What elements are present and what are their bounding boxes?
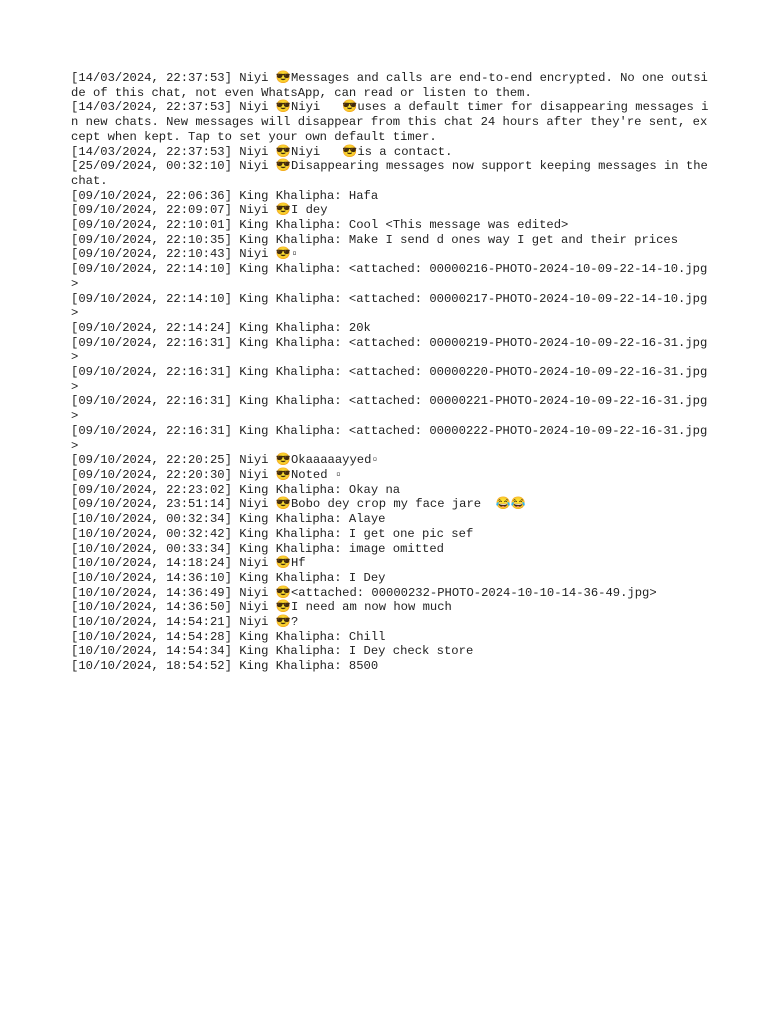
- chat-message-line: [09/10/2024, 22:20:25] Niyi 😎Okaaaaayyed▫: [71, 453, 379, 468]
- chat-message-line: [10/10/2024, 00:32:42] King Khalipha: I get one pic sef: [71, 526, 474, 541]
- chat-message-line: [10/10/2024, 14:36:49] Niyi 😎<attached: 00000232-PHOTO-2024-10-10-14-36-49.jpg>: [71, 585, 657, 600]
- chat-message-line: [09/10/2024, 22:06:36] King Khalipha: Hafa: [71, 188, 379, 203]
- chat-message-line: [10/10/2024, 14:54:28] King Khalipha: Chill: [71, 629, 386, 644]
- chat-message-line: [10/10/2024, 14:18:24] Niyi 😎Hf: [71, 556, 306, 571]
- chat-message-line: [09/10/2024, 22:10:01] King Khalipha: Cool <This message was edited>: [71, 218, 569, 233]
- chat-message-line: [09/10/2024, 22:20:30] Niyi 😎Noted ▫: [71, 467, 343, 482]
- chat-message-line: [09/10/2024, 22:16:31] King Khalipha: <attached: 00000220-PHOTO-2024-10-09-22-16-31.jpg>: [71, 365, 708, 394]
- chat-message-line: [09/10/2024, 23:51:14] Niyi 😎Bobo dey crop my face jare 😂😂: [71, 497, 527, 512]
- chat-message-line: [10/10/2024, 14:54:34] King Khalipha: I Dey check store: [71, 644, 474, 659]
- chat-message-line: [10/10/2024, 18:54:52] King Khalipha: 8500: [71, 659, 379, 674]
- chat-message-line: [10/10/2024, 14:36:10] King Khalipha: I Dey: [71, 570, 386, 585]
- chat-message-line: [09/10/2024, 22:09:07] Niyi 😎I dey: [71, 203, 328, 218]
- chat-message-line: [25/09/2024, 00:32:10] Niyi 😎Disappearing messages now support keeping messages in the chat.: [71, 159, 716, 188]
- chat-message-line: [10/10/2024, 00:32:34] King Khalipha: Alaye: [71, 512, 386, 527]
- chat-message-line: [10/10/2024, 14:54:21] Niyi 😎?: [71, 615, 299, 630]
- chat-message-line: [14/03/2024, 22:37:53] Niyi 😎Niyi 😎is a contact.: [71, 144, 453, 159]
- chat-message-line: [09/10/2024, 22:16:31] King Khalipha: <attached: 00000219-PHOTO-2024-10-09-22-16-31.jpg>: [71, 335, 708, 365]
- chat-message-line: [14/03/2024, 22:37:53] Niyi 😎Niyi 😎uses a default timer for disappearing messages in new chats. New messages will disappear from this chat 24 hours after they're sent, except when kept. Tap to set your own default timer.: [71, 100, 709, 144]
- chat-message-line: [10/10/2024, 14:36:50] Niyi 😎I need am now how much: [71, 600, 452, 615]
- chat-message-line: [09/10/2024, 22:16:31] King Khalipha: <attached: 00000222-PHOTO-2024-10-09-22-16-31.jpg>: [71, 423, 708, 453]
- chat-message-line: [09/10/2024, 22:14:10] King Khalipha: <attached: 00000217-PHOTO-2024-10-09-22-14-10.jpg>: [71, 291, 708, 321]
- chat-message-line: [10/10/2024, 00:33:34] King Khalipha: image omitted: [71, 541, 444, 556]
- chat-transcript: [71, 71, 716, 674]
- chat-message-line: [09/10/2024, 22:10:35] King Khalipha: Make I send d ones way I get and their prices: [71, 232, 679, 247]
- chat-message-line: [09/10/2024, 22:16:31] King Khalipha: <attached: 00000221-PHOTO-2024-10-09-22-16-31.jpg>: [71, 394, 708, 424]
- chat-message-line: [09/10/2024, 22:23:02] King Khalipha: Okay na: [71, 482, 401, 497]
- chat-message-line: [09/10/2024, 22:10:43] Niyi 😎▫: [71, 247, 299, 262]
- chat-message-line: [09/10/2024, 22:14:24] King Khalipha: 20k: [71, 320, 371, 335]
- chat-message-line: [09/10/2024, 22:14:10] King Khalipha: <attached: 00000216-PHOTO-2024-10-09-22-14-10.jpg>: [71, 262, 708, 291]
- chat-message-line: [14/03/2024, 22:37:53] Niyi 😎Messages and calls are end-to-end encrypted. No one outside of this chat, not even WhatsApp, can read or listen to them.: [71, 71, 708, 100]
